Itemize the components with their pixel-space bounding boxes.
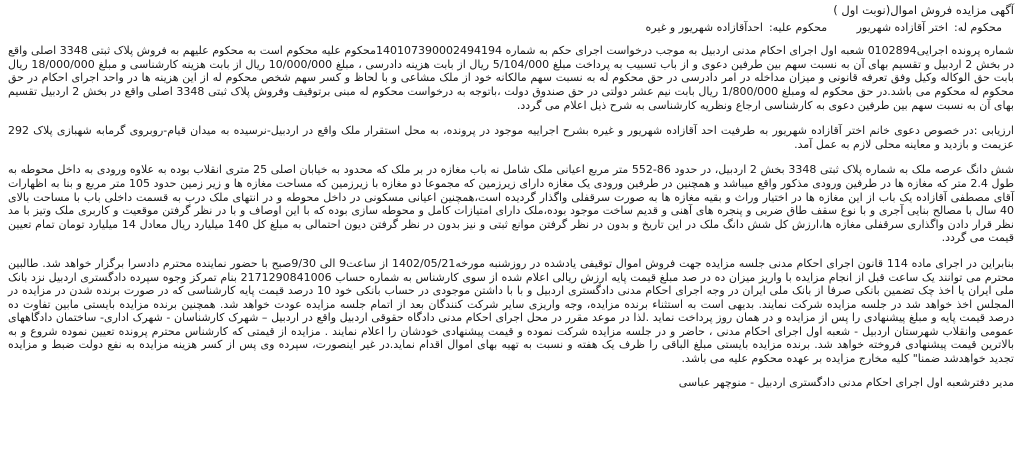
plaintiff-label: محکوم له: <box>953 20 1002 34</box>
auction-terms-paragraph: بنابراین در اجرای ماده 114 قانون اجرای احکام مدنی جلسه مزایده جهت فروش اموال توقیفی یادشده در روزشنبه مورخه1402/05/21 از ساعت9 الی 9/30صبح با حضور نماینده محترم دادسرا برگزار خواهد شد. طالبین محترم می توانند یک ساعت قبل از انجام مزایده با واریز میزان ده در صد مبلغ قیمت پایه ارزش ریالی اعلام شده از سوی کارشناس به شماره حساب 2171290841006 بنام تمرکز وجوه سپرده دادگستری اردبیل نزد بانک ملی ایران یا اخذ چک تضمین بانکی صرفا از بانک ملی ایران در وجه اجرای احکام مدنی دادگستری اردبیل و با با داشتن موجودی در حساب بانکی خود 10 درصد قیمت پایه کارشناسی که در صورت برنده شدن در مزایده در المجلس اخذ خواهد شد در جلسه مزایده شرکت نمایند. بدیهی است به استثناء برنده مزایده، وجه واریزی سایر شرکت کنندگان بعد از اتمام جلسه مزایده عودت خواهد شد. همچنین برنده مزایده بایستی مابین تفاوت ده درصد قیمت پایه و مبلغ پیشنهادی را پس از مزایده و در همان روز پرداخت نماید .لذا در موعد مقرر در محل اجرای احکام مدنی دادگاه حقوقی اردبیل واقع در اردبیل – شهرک کارشناسان - شهرک اداری- ساختمان دادگاههای عمومی وانقلاب شهرستان اردبیل - شعبه اول اجرای احکام مدنی ، حاضر و در جلسه مزایده شرکت نموده و قیمت پیشنهادی خودشان را اعلام نمایند . مزایده از قیمتی که کارشناس محترم پرونده تعیین نموده شروع و به بالاترین قیمت پیشنهادی فروخته خواهد شد. برنده مزایده بایستی مبلغ الباقی را ظرف یک هفته و نسبت به تهیه بهای اموال اقدام نماید.در غیر اینصورت، سپرده وی پس از کسر هزینه مزایده به نفع دولت ضبط و مزایده تجدید خواهدشد ضمنا" کلیه مخارج مزایده بر عهده محکوم علیه می باشد. <box>8 256 1014 366</box>
case-paragraph: شماره پرونده اجرایی0102894 شعبه اول اجرای احکام مدنی اردبیل به موجب درخواست اجرای حکم به شماره 140107390002494194محکوم علیه محکوم است به محکوم علیهم به فروش پلاک ثبتی 3348 اصلی واقع در بخش 2 اردبیل و تقسیم بهای آن به نسبت سهم بین طرفین دعوی و از باب تسبیب به پرداخت مبلغ 5/104/000 ریال از بابت هزینه دادرسی ، مبلغ 10/000/000 ریال از بابت هزینه کارشناسی و مبلغ 18/000/000 ریال بابت حق الوکاله وکیل وفق تعرفه قانونی و میزان مداخله در امر دادرسی در حق محکوم له به نسبت سهم مالکانه خود از ملک مشاعی و با لحاظ و کسر سهم شخص محکوم له از این هزینه ها در واحد اجرای احکام در حق محکوم له محکوم می باشد.در حق محکوم له ومبلغ 1/800/000 ریال بابت نیم عشر دولتی در حق صندوق دولت ،باتوجه به درخواست محکوم له مبنی برتوقیف وفروش پلاک ثبتی 3348 اصلی واقع در بخش 2 اردبیل تقسیم بهای آن به نسبت سهم بین طرفین دعوی به کارشناسی ارجاع ونظریه کارشناسی به شرح ذیل اعلام می گردد. <box>8 44 1015 112</box>
defendant-name: احدآقازاده شهریور و غیره <box>645 20 763 34</box>
defendant-label: محکوم علیه: <box>768 20 828 34</box>
valuation-paragraph: ارزیابی :در خصوص دعوی خانم اختر آقازاده شهریور به طرفیت احد آقازاده شهریور و غیره بشرح اجراییه موجود در پرونده، به محل استقرار ملک واقع در اردبیل-نرسیده به میدان قیام-روبروی گرمابه شهبازی پلاک 292 عزیمت و بازدید و معاینه محلی لازم به عمل آمد. <box>8 124 1014 151</box>
plaintiff-name: اختر آقازاده شهریور <box>856 20 948 34</box>
property-description-paragraph: شش دانگ عرصه ملک به شماره پلاک ثبتی 3348 بخش 2 اردبیل، در حدود 86-552 متر مربع اعیانی ملک شامل نه باب مغازه در بر ملک که محدود به خیابان اصلی 25 متری انقلاب بوده به علاوه ورودی به داخل محوطه به طول 2.4 متر که مغازه ها در طرفین ورودی مذکور واقع میباشد و همچنین در طرفین ورودی یک مغازه دارای زیرزمین که مجموعا دو مغازه با زیرزمین که مساحت مغازه ها و زیر زمین حدود 105 متر مربع و بنا به اظهارات آقای مصطفی آقازاده یک باب از این مغازه ها در اختیار وراث و بقیه مغازه ها به صورت سرقفلی واگذار گردیده است،همچنین اعیانی مسکونی در داخل محوطه و در انتهای ملک درب به قسمت داخلی باب با مساحت بالای 40 سال با مصالح بنایی آجری و با نوع سقف طاق ضربی و پنجره های آهنی و قدیم ساخت موجود بوده،ملک دارای امتیازات کامل و محوطه سازی بوده که با این اوصاف و با در نظر گرفتن موقعیت و کاربری ملک وتیز با مد نظر قرار دادن واگذاری سرقفلی مغازه ها،ارزش کل شش دانگ ملک در این تاریخ و بدون در نظر گرفتن موانع ثبتی و نیز بدون در نظر گرفتن دیون احتمالی به مبلغ کل 140 میلیارد ریال معادل 14 میلیارد تومان تمام تعیین قیمت می گردد. <box>8 163 1014 245</box>
notice-title: آگهی مزایده فروش اموال(نوبت اول ) <box>833 3 1014 17</box>
plaintiff <box>857 21 1002 35</box>
defendant <box>645 21 827 35</box>
signature-line: مدیر دفترشعبه اول اجرای احکام مدنی دادگستری اردبیل - منوچهر عباسی <box>678 375 1014 389</box>
parties-line <box>8 21 1014 35</box>
